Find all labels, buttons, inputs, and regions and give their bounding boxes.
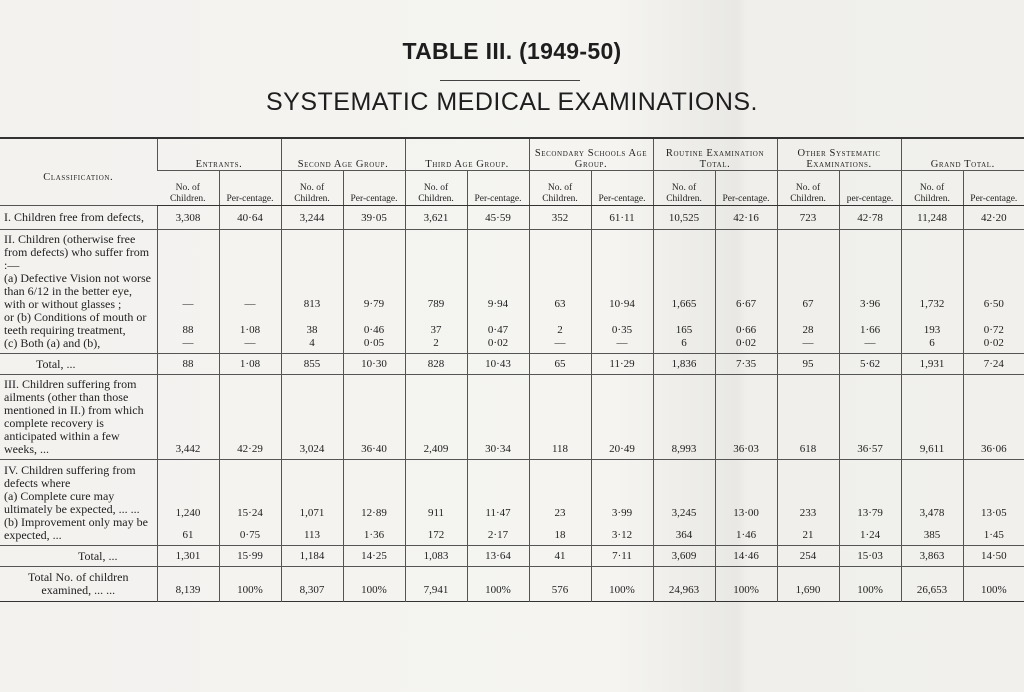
subheader-no-children: No. of Children. [281,171,343,206]
cell-value: 1,836 [653,354,715,375]
row-label-iv [0,460,157,546]
cell-value: 63 [554,298,566,310]
cell-stack [963,460,1024,546]
cell-value: 8,307 [281,567,343,602]
cell-value: 3,621 [405,206,467,230]
row-label-a: (a) Complete cure may ultimately be expected, ... ... [4,489,140,516]
cell-value: 20·49 [591,375,653,460]
cell-value: 7·11 [591,546,653,567]
cell-value: 3·96 [859,298,881,310]
subheader-no-children: No. of Children. [653,171,715,206]
cell-value: 14·50 [963,546,1024,567]
cell-value: 26,653 [901,567,963,602]
cell-value: 9·79 [363,298,385,310]
cell-value: 13·00 [733,507,759,519]
cell-value: 37 [430,324,442,336]
cell-value: 3,244 [281,206,343,230]
cell-value: 10·43 [467,354,529,375]
cell-value: 352 [529,206,591,230]
group-header-grand-total: Grand Total. [901,138,1024,171]
cell-value: 6·67 [735,298,757,310]
cell-value: 0·46 [363,324,385,336]
row-label: I. Children free from defects, [0,206,157,230]
row-label-total: Total, ... [0,354,157,375]
cell-value: 100% [467,567,529,602]
cell-value: 1,240 [175,507,201,519]
cell-value: — [244,337,256,349]
cell-value: — [802,337,814,349]
cell-value: 3·12 [611,529,633,541]
cell-value: 1,665 [671,298,697,310]
table-row-total-examined [0,567,1024,602]
cell-value: 8,139 [157,567,219,602]
cell-stack [219,460,281,546]
cell-value: 7,941 [405,567,467,602]
row-label-total: Total, ... [0,546,157,567]
cell-value: 13·79 [857,507,883,519]
table-row-defects-ii [0,230,1024,354]
cell-value: 88 [157,354,219,375]
cell-stack [591,460,653,546]
cell-value: 36·03 [715,375,777,460]
subheader-no-children: No. of Children. [157,171,219,206]
row-label-intro: II. Children (otherwise free from defects) who suffer from :— [4,232,150,272]
cell-value: 1,931 [901,354,963,375]
cell-value: 618 [777,375,839,460]
cell-value: 1·08 [239,324,261,336]
cell-value: 42·20 [963,206,1024,230]
cell-value: 10·30 [343,354,405,375]
cell-value: 100% [591,567,653,602]
cell-value: 23 [554,507,566,519]
cell-value: 1·66 [859,324,881,336]
cell-value: 911 [427,507,445,519]
cell-value: 100% [715,567,777,602]
table-row-defects-iv [0,460,1024,546]
cell-stack [963,230,1024,354]
cell-value: 723 [777,206,839,230]
group-header-other-systematic: Other Systematic Examinations. [777,138,901,171]
cell-value: 118 [529,375,591,460]
cell-value: 0·66 [735,324,757,336]
table-row-total-ii [0,354,1024,375]
cell-value: 45·59 [467,206,529,230]
cell-stack [157,460,219,546]
cell-value: 40·64 [219,206,281,230]
cell-value: 1,690 [777,567,839,602]
cell-value: 10·94 [609,298,635,310]
cell-stack [157,230,219,354]
cell-value: 3,609 [653,546,715,567]
row-label-b: or (b) Conditions of mouth or teeth requiring treatment, [4,310,147,337]
group-header-entrants: Entrants. [157,138,281,171]
cell-value: 0·35 [611,324,633,336]
cell-value: 9,611 [901,375,963,460]
cell-value: 254 [777,546,839,567]
cell-value: 15·03 [839,546,901,567]
cell-value: 7·35 [715,354,777,375]
cell-value: 14·25 [343,546,405,567]
cell-value: 6 [929,337,935,349]
cell-value: 36·57 [839,375,901,460]
row-label-c: (c) Both (a) and (b), [4,336,101,350]
cell-value: 2 [557,324,563,336]
row-label: III. Children suffering from ailments (other than those mentioned in II.) from which complete recovery is anticipated within a few weeks, ... [0,375,157,460]
cell-value: 1·08 [219,354,281,375]
subheader-percentage: per-centage. [839,171,901,206]
cell-stack [777,230,839,354]
subheader-percentage: Per-centage. [591,171,653,206]
cell-value: 4 [309,337,315,349]
cell-value: 385 [923,529,941,541]
cell-value: 113 [303,529,321,541]
cell-value: — [244,298,256,310]
cell-value: 233 [799,507,817,519]
cell-value: 14·46 [715,546,777,567]
cell-value: 0·02 [487,337,509,349]
cell-stack [529,230,591,354]
cell-value: 1·45 [983,529,1004,541]
cell-value: 0·05 [363,337,385,349]
cell-value: 9·94 [487,298,509,310]
subheader-no-children: No. of Children. [405,171,467,206]
cell-value: 42·29 [219,375,281,460]
page-subtitle: SYSTEMATIC MEDICAL EXAMINATIONS. [266,88,758,116]
cell-value: 1,732 [919,298,945,310]
cell-value: 3,308 [157,206,219,230]
cell-stack [467,230,529,354]
cell-value: 1,301 [157,546,219,567]
cell-stack [715,230,777,354]
cell-value: 172 [427,529,445,541]
cell-stack [839,460,901,546]
cell-value: 61 [182,529,194,541]
cell-value: 12·89 [361,507,387,519]
cell-stack [343,460,405,546]
subheader-percentage: Per-centage. [219,171,281,206]
cell-value: 88 [182,324,194,336]
cell-value: 41 [529,546,591,567]
cell-value: 39·05 [343,206,405,230]
cell-stack [281,460,343,546]
cell-stack [343,230,405,354]
cell-value: 3,863 [901,546,963,567]
cell-value: 2·17 [487,529,509,541]
cell-value: 7·24 [963,354,1024,375]
cell-value: 1,083 [405,546,467,567]
medical-examinations-table [0,137,1024,602]
group-header-routine-total: Routine Examination Total. [653,138,777,171]
cell-stack [715,460,777,546]
cell-value: 6·50 [983,298,1004,310]
cell-value: 3,442 [157,375,219,460]
cell-value: 3,478 [919,507,945,519]
cell-value: 2 [433,337,439,349]
title-divider [440,80,580,81]
cell-value: 0·72 [983,324,1004,336]
cell-value: 11·47 [485,507,511,519]
cell-value: 10,525 [653,206,715,230]
cell-value: 100% [343,567,405,602]
cell-value: 1·24 [859,529,881,541]
cell-value: 65 [529,354,591,375]
cell-value: 0·02 [735,337,757,349]
cell-value: 2,409 [405,375,467,460]
cell-value: 1,071 [299,507,325,519]
cell-value: 576 [529,567,591,602]
cell-value: — [864,337,876,349]
cell-value: — [616,337,628,349]
cell-value: — [182,298,194,310]
cell-value: 3,024 [281,375,343,460]
cell-value: 38 [306,324,318,336]
cell-value: 11,248 [901,206,963,230]
cell-stack [219,230,281,354]
subheader-no-children: No. of Children. [529,171,591,206]
cell-value: 0·47 [487,324,509,336]
cell-value: 828 [405,354,467,375]
cell-value: 100% [219,567,281,602]
cell-value: 24,963 [653,567,715,602]
group-header-secondary-schools: Secondary Schools Age Group. [529,138,653,171]
cell-value: 1,184 [281,546,343,567]
classification-header: Classification. [0,138,157,206]
cell-value: 0·75 [239,529,261,541]
cell-value: 18 [554,529,566,541]
row-label-intro: IV. Children suffering from defects where [4,463,136,490]
cell-value: 13·64 [467,546,529,567]
cell-stack [467,460,529,546]
row-label-b: (b) Improvement only may be expected, ... [4,515,148,542]
subheader-percentage: Per-centage. [963,171,1024,206]
cell-stack [839,230,901,354]
cell-value: 95 [777,354,839,375]
cell-value: 193 [923,324,941,336]
cell-value: 36·40 [343,375,405,460]
cell-value: 67 [802,298,814,310]
row-label-a: (a) Defective Vision not worse than 6/12 in the better eye, with or without glasses ; [4,271,152,311]
cell-stack [529,460,591,546]
cell-value: 5·62 [839,354,901,375]
cell-value: 36·06 [963,375,1024,460]
cell-value: 15·24 [237,507,263,519]
cell-stack [591,230,653,354]
cell-value: 1·36 [363,529,385,541]
row-label-ii [0,230,157,354]
cell-value: 11·29 [591,354,653,375]
cell-value: 813 [303,298,321,310]
cell-value: 8,993 [653,375,715,460]
cell-value: — [554,337,566,349]
cell-value: 21 [802,529,814,541]
group-header-second-age: Second Age Group. [281,138,405,171]
subheader-percentage: Per-centage. [343,171,405,206]
subheader-percentage: Per-centage. [467,171,529,206]
cell-value: 42·78 [839,206,901,230]
cell-value: 1·46 [735,529,757,541]
cell-value: 6 [681,337,687,349]
cell-stack [653,460,715,546]
table-row-total-iv [0,546,1024,567]
cell-value: 13·05 [980,507,1007,519]
cell-value: 100% [963,567,1024,602]
cell-value: 0·02 [983,337,1004,349]
cell-stack [405,460,467,546]
group-header-third-age: Third Age Group. [405,138,529,171]
cell-value: 3·99 [611,507,633,519]
cell-value: 3,245 [671,507,697,519]
cell-value: 61·11 [591,206,653,230]
row-label: Total No. of children examined, ... ... [0,567,157,602]
cell-value: 364 [675,529,693,541]
subheader-no-children: No. of Children. [777,171,839,206]
table-row-ailments-iii [0,375,1024,460]
cell-value: 42·16 [715,206,777,230]
cell-stack [281,230,343,354]
cell-value: 789 [427,298,445,310]
cell-stack [405,230,467,354]
cell-stack [653,230,715,354]
cell-value: 100% [839,567,901,602]
table-row-free-from-defects [0,206,1024,230]
subheader-percentage: Per-centage. [715,171,777,206]
cell-stack [777,460,839,546]
cell-value: — [182,337,194,349]
subheader-no-children: No. of Children. [901,171,963,206]
cell-stack [901,460,963,546]
cell-value: 30·34 [467,375,529,460]
page-title: TABLE III. (1949-50) [402,38,622,64]
cell-value: 855 [281,354,343,375]
cell-value: 28 [802,324,814,336]
cell-value: 165 [675,324,693,336]
cell-stack [901,230,963,354]
cell-value: 15·99 [219,546,281,567]
